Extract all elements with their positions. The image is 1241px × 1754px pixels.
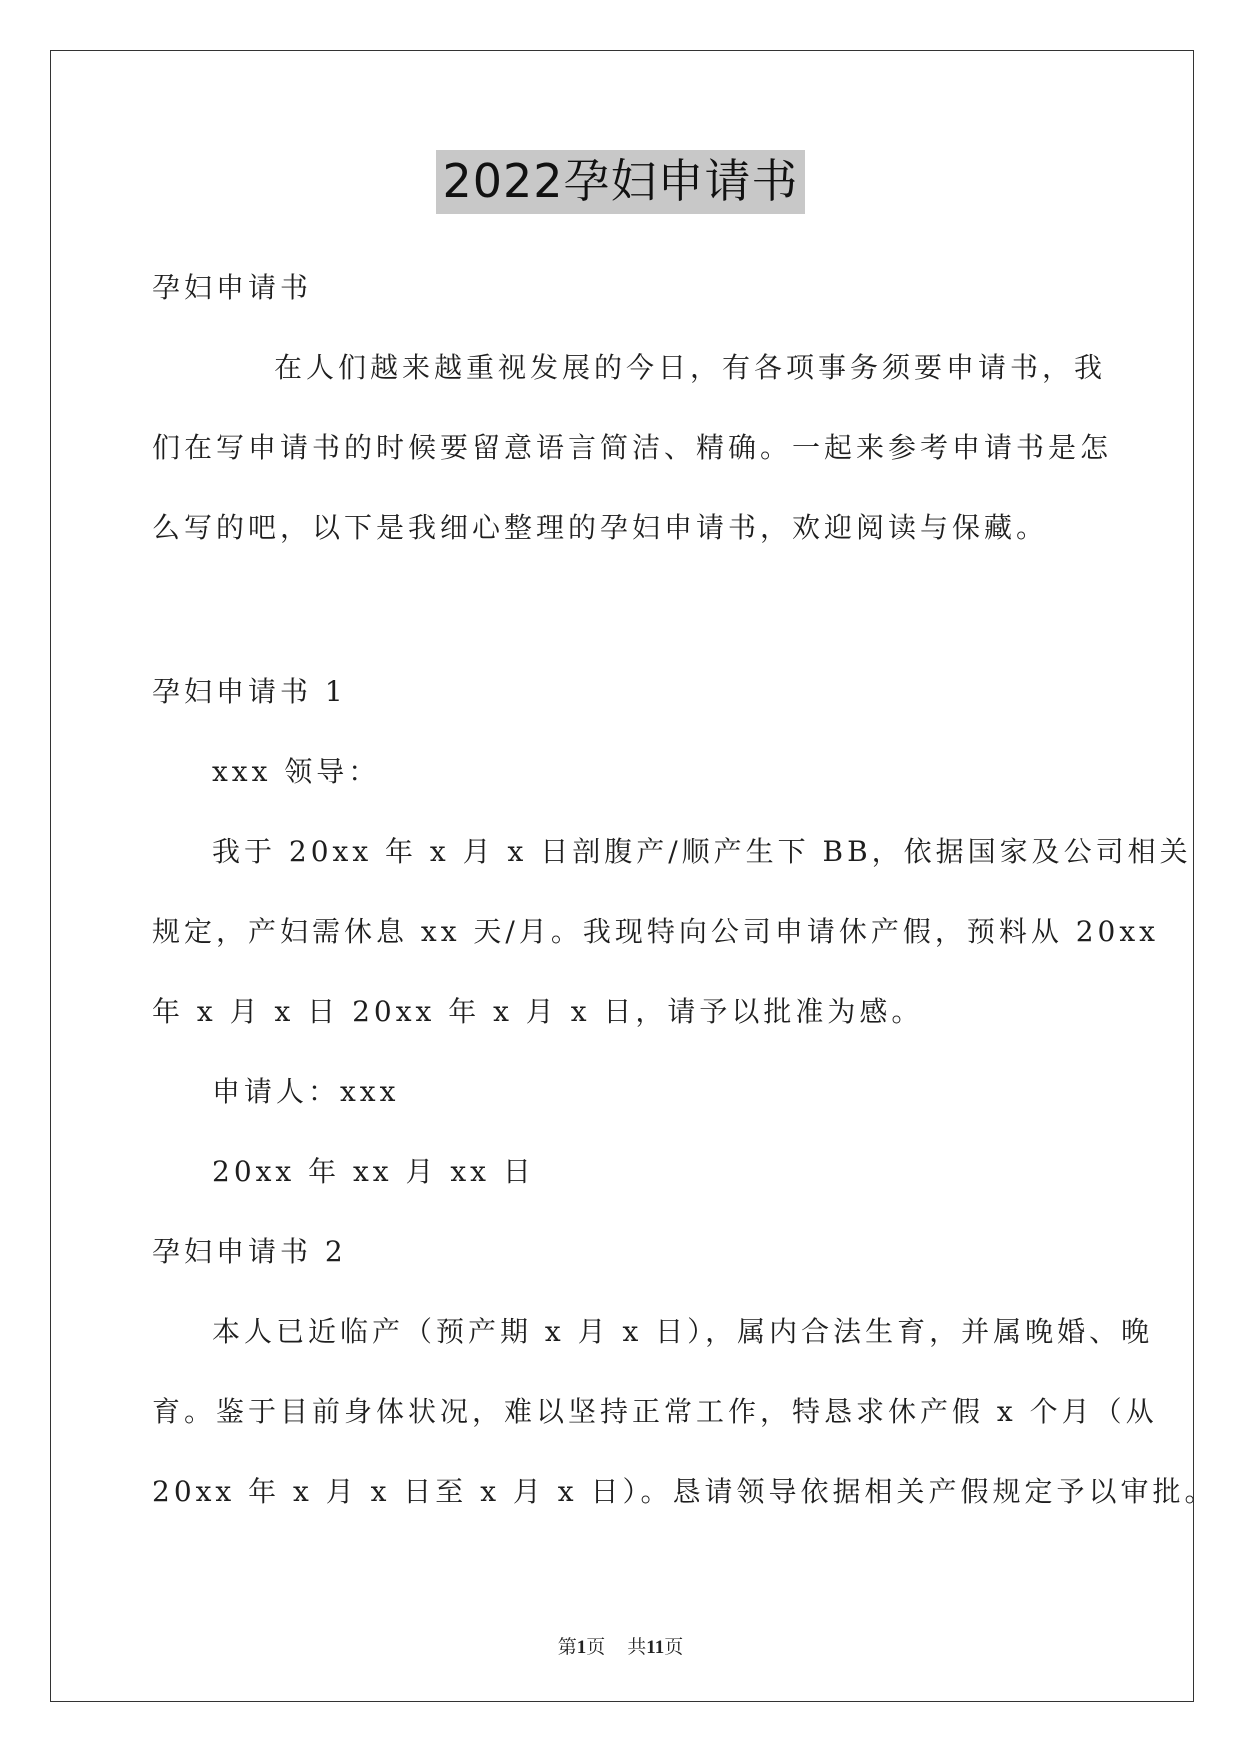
section1-applicant: 申请人：xxx — [212, 1075, 400, 1108]
section1-body-line-3: 年 x 月 x 日 20xx 年 x 月 x 日，请予以批准为感。 — [152, 995, 924, 1028]
section2-body-line-3: 20xx 年 x 月 x 日至 x 月 x 日）。恳请领导依据相关产假规定予以审批。 — [152, 1475, 1217, 1508]
section1-heading: 孕妇申请书 1 — [152, 675, 347, 708]
intro-line-3: 么写的吧，以下是我细心整理的孕妇申请书，欢迎阅读与保藏。 — [152, 511, 1049, 544]
footer-page-suffix: 页 — [586, 1637, 606, 1658]
footer-page-prefix: 第 — [557, 1637, 577, 1658]
section2-heading: 孕妇申请书 2 — [152, 1235, 347, 1268]
section1-date: 20xx 年 xx 月 xx 日 — [212, 1155, 535, 1188]
title-container — [0, 150, 1241, 214]
intro-line-2: 们在写申请书的时候要留意语言简洁、精确。一起来参考申请书是怎 — [152, 431, 1113, 464]
footer-total-pages: 11 — [646, 1637, 665, 1658]
section1-body-line-2: 规定，产妇需休息 xx 天/月。我现特向公司申请休产假，预料从 20xx — [152, 915, 1159, 948]
footer-total-prefix: 共 — [627, 1637, 647, 1658]
footer-page-number: 1 — [576, 1637, 587, 1658]
page-footer — [0, 1636, 1241, 1660]
section2-body-line-2: 育。鉴于目前身体状况，难以坚持正常工作，特恳求休产假 x 个月（从 — [152, 1395, 1158, 1428]
footer-total-suffix: 页 — [664, 1637, 684, 1658]
section1-body-line-1: 我于 20xx 年 x 月 x 日剖腹产/顺产生下 BB，依据国家及公司相关 — [212, 835, 1192, 868]
section2-body-line-1: 本人已近临产（预产期 x 月 x 日），属内合法生育，并属晚婚、晚 — [212, 1315, 1154, 1348]
intro-heading: 孕妇申请书 — [152, 271, 313, 304]
intro-line-1: 在人们越来越重视发展的今日，有各项事务须要申请书，我 — [274, 351, 1107, 384]
section1-salutation: xxx 领导： — [212, 755, 381, 788]
document-title: 2022孕妇申请书 — [436, 150, 804, 214]
